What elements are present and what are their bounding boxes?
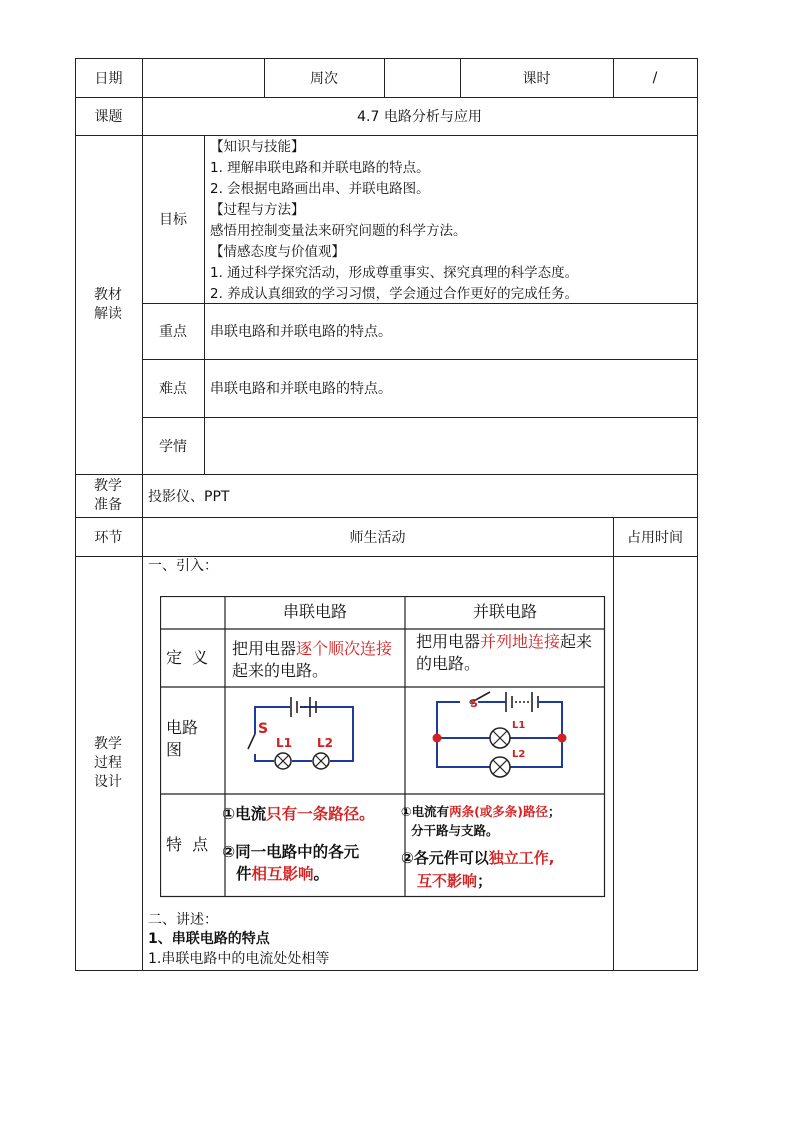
series-circuit-diagram (255, 707, 353, 761)
objective-line: 1. 通过科学探究活动，形成尊重事实、探究真理的科学态度。 (210, 265, 579, 281)
difficulty-value: 串联电路和并联电路的特点。 (210, 381, 392, 397)
row-definition-label: 定 义 (166, 648, 209, 667)
preparation-label: 教学准备 (94, 477, 122, 513)
objective-line: 1. 理解串联电路和并联电路的特点。 (210, 160, 430, 176)
table-line (142, 417, 698, 418)
table-line (75, 970, 698, 971)
objectives-label: 目标 (159, 212, 187, 228)
series-lamp1-label: L1 (276, 736, 292, 750)
process-label: 教学过程设计 (94, 735, 122, 790)
student-label: 学情 (159, 438, 187, 455)
objective-line: 2. 会根据电路画出串、并联电路图。 (210, 181, 430, 197)
series-switch-label: S (258, 721, 269, 737)
table-line (697, 58, 698, 971)
difficulty-label: 难点 (159, 381, 187, 397)
stage-header: 环节 (94, 529, 123, 546)
activity-header: 师生活动 (349, 529, 406, 546)
parallel-switch-label: S (470, 697, 478, 710)
objective-line: 感悟用控制变量法来研究问题的科学方法。 (210, 223, 467, 239)
objective-line: 【情感态度与价值观】 (210, 244, 345, 260)
period-label: 课时 (522, 71, 551, 87)
intro-heading: 一、引入： (148, 558, 218, 574)
series-feature-1: ①电流只有一条路径。 (222, 805, 375, 823)
preparation-value: 投影仪、PPT (148, 488, 230, 505)
process-item: 1.串联电路中的电流处处相等 (148, 951, 330, 967)
parallel-lamp1-label: L1 (512, 720, 526, 731)
row-diagram-label: 电路图 (166, 718, 199, 759)
objective-line: 2. 养成认真细致的学习习惯，学会通过合作更好的完成任务。 (210, 286, 579, 302)
textbook-label: 教材解读 (94, 286, 122, 322)
period-value: / (652, 70, 658, 86)
objectives-list (210, 137, 578, 305)
table-line (384, 58, 385, 98)
date-label: 日期 (94, 71, 123, 87)
topic-value: 4.7 电路分析与应用 (357, 109, 482, 125)
series-feature-2: ②同一电路中的各元 件相互影响。 (222, 843, 360, 883)
section-heading: 1、串联电路的特点 (148, 931, 270, 947)
parallel-feature-1: ①电流有两条(或多条)路径； 分干路与支路。 (401, 804, 561, 838)
comparison-slide (160, 596, 606, 898)
table-line (75, 58, 76, 971)
table-line (204, 135, 205, 475)
series-lamp2-label: L2 (317, 736, 333, 750)
parallel-definition: 把用电器并列地连接起来的电路。 (416, 632, 593, 673)
key-point-label: 重点 (159, 324, 187, 340)
week-label: 周次 (310, 71, 338, 87)
topic-label: 课题 (94, 109, 123, 125)
objective-line: 【知识与技能】 (210, 139, 305, 155)
parallel-feature-2: ②各元件可以独立工作, 互不影响； (401, 849, 555, 890)
objective-line: 【过程与方法】 (210, 202, 305, 218)
col-series-header: 串联电路 (282, 602, 347, 621)
series-definition: 把用电器逐个顺次连接起来的电路。 (232, 639, 393, 680)
row-feature-label: 特 点 (166, 835, 209, 854)
key-point-value: 串联电路和并联电路的特点。 (210, 324, 392, 340)
parallel-lamp2-label: L2 (512, 749, 526, 760)
col-parallel-header: 并联电路 (472, 602, 537, 621)
time-header: 占用时间 (627, 529, 683, 546)
lecture-heading: 二、讲述： (148, 912, 218, 928)
table-line (613, 517, 614, 971)
